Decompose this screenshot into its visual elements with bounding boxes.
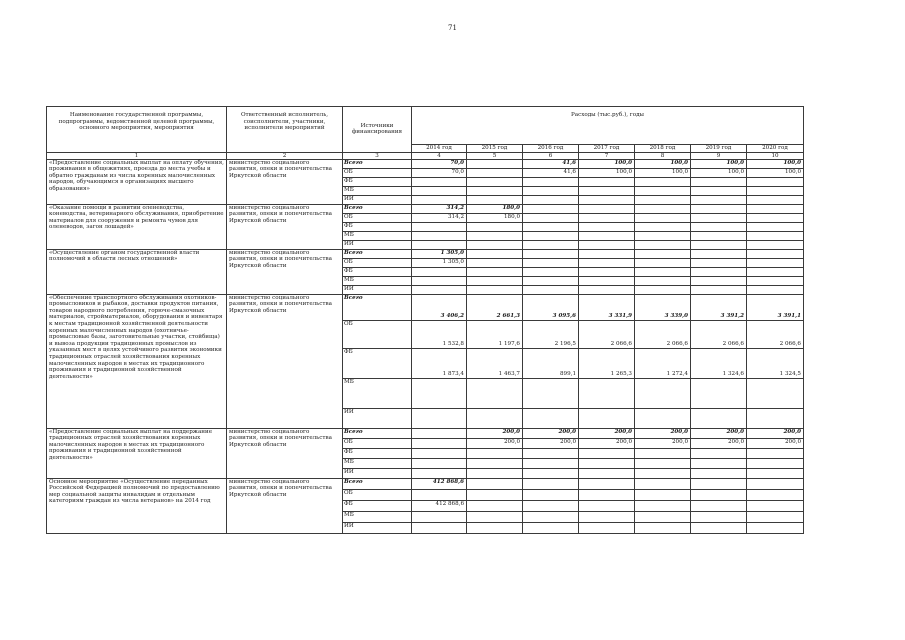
- amount-cell: [467, 186, 523, 195]
- amount-cell: [467, 489, 523, 500]
- amount-cell: [691, 222, 747, 231]
- amount-cell: [635, 204, 691, 213]
- funding-source-cell: ИИ: [343, 522, 412, 533]
- amount-cell: [691, 195, 747, 204]
- funding-source-cell: ОБ: [343, 168, 412, 177]
- amount-cell: 314,2: [412, 204, 467, 213]
- funding-source-cell: Всего: [343, 249, 412, 258]
- amount-cell: [579, 511, 635, 522]
- amount-cell: [467, 195, 523, 204]
- amount-cell: 3 391,2: [691, 294, 747, 320]
- funding-source-cell: ИИ: [343, 285, 412, 294]
- amount-cell: [579, 195, 635, 204]
- amount-cell: 200,0: [467, 438, 523, 448]
- amount-cell: 100,0: [579, 159, 635, 168]
- amount-cell: 200,0: [747, 438, 804, 448]
- amount-cell: 1 463,7: [467, 348, 523, 378]
- amount-cell: [412, 522, 467, 533]
- amount-cell: [747, 458, 804, 468]
- amount-cell: [635, 489, 691, 500]
- funding-source-cell: Всего: [343, 428, 412, 438]
- amount-cell: [747, 204, 804, 213]
- amount-cell: [467, 249, 523, 258]
- measure-name-cell: Основное мероприятие «Осуществление переданных Российской Федерацией полномочий по предоставлению мер социальной защиты инвалидам и отдельным категориям граждан из числа ветеранов» на 2014 год: [47, 478, 227, 533]
- column-number: 5: [467, 152, 523, 159]
- amount-cell: [412, 489, 467, 500]
- amount-cell: 180,0: [467, 213, 523, 222]
- amount-cell: [523, 213, 579, 222]
- amount-cell: [579, 522, 635, 533]
- amount-cell: [691, 468, 747, 478]
- amount-cell: [691, 500, 747, 511]
- executor-cell: министерство социального развития, опеки и попечительства Иркутской области: [227, 428, 343, 478]
- amount-cell: [747, 489, 804, 500]
- amount-cell: 3 095,6: [523, 294, 579, 320]
- amount-cell: [523, 186, 579, 195]
- amount-cell: [412, 468, 467, 478]
- amount-cell: 100,0: [691, 168, 747, 177]
- amount-cell: 100,0: [747, 168, 804, 177]
- amount-cell: [523, 285, 579, 294]
- amount-cell: [747, 231, 804, 240]
- amount-cell: 1 532,8: [412, 320, 467, 348]
- amount-cell: [747, 478, 804, 489]
- amount-cell: [523, 249, 579, 258]
- funding-source-cell: ОБ: [343, 258, 412, 267]
- funding-source-cell: ФБ: [343, 177, 412, 186]
- amount-cell: 2 066,6: [579, 320, 635, 348]
- amount-cell: [691, 258, 747, 267]
- amount-cell: 1 305,0: [412, 249, 467, 258]
- amount-cell: [635, 195, 691, 204]
- amount-cell: [523, 267, 579, 276]
- funding-source-cell: МБ: [343, 276, 412, 285]
- funding-source-cell: ОБ: [343, 438, 412, 448]
- column-number-row: [47, 152, 804, 159]
- funding-source-cell: ИИ: [343, 240, 412, 249]
- amount-cell: 1 324,5: [747, 348, 804, 378]
- amount-cell: [467, 468, 523, 478]
- amount-cell: [523, 276, 579, 285]
- column-number: 2: [227, 152, 343, 159]
- amount-cell: [691, 489, 747, 500]
- amount-cell: [691, 408, 747, 428]
- amount-cell: [635, 448, 691, 458]
- amount-cell: 100,0: [691, 159, 747, 168]
- amount-cell: [412, 428, 467, 438]
- amount-cell: [635, 213, 691, 222]
- amount-cell: [467, 177, 523, 186]
- table-row: [47, 428, 804, 438]
- amount-cell: [747, 500, 804, 511]
- executor-cell: министерство социального развития, опеки и попечительства Иркутской области: [227, 159, 343, 204]
- amount-cell: [635, 408, 691, 428]
- table-row: [47, 294, 804, 320]
- amount-cell: [635, 378, 691, 408]
- amount-cell: [467, 285, 523, 294]
- amount-cell: [579, 468, 635, 478]
- amount-cell: [691, 478, 747, 489]
- funding-source-cell: МБ: [343, 231, 412, 240]
- amount-cell: [635, 249, 691, 258]
- amount-cell: [467, 458, 523, 468]
- column-number: 9: [691, 152, 747, 159]
- amount-cell: [635, 478, 691, 489]
- amount-cell: 41,6: [523, 168, 579, 177]
- amount-cell: [523, 231, 579, 240]
- column-number: 10: [747, 152, 804, 159]
- amount-cell: [635, 222, 691, 231]
- amount-cell: [579, 258, 635, 267]
- amount-cell: 3 331,9: [579, 294, 635, 320]
- funding-source-cell: ФБ: [343, 448, 412, 458]
- amount-cell: [412, 195, 467, 204]
- amount-cell: [691, 249, 747, 258]
- amount-cell: 100,0: [747, 159, 804, 168]
- measure-name-cell: «Предоставление социальных выплат на оплату обучения, проживания в общежитиях, проезда до места учебы и обратно гражданам из числа коренных малочисленных народов, обучающимся в организациях высшего образования»: [47, 159, 227, 204]
- amount-cell: [467, 159, 523, 168]
- funding-source-cell: ОБ: [343, 213, 412, 222]
- amount-cell: [747, 258, 804, 267]
- column-number: 1: [47, 152, 227, 159]
- amount-cell: [579, 231, 635, 240]
- amount-cell: [691, 378, 747, 408]
- amount-cell: [691, 186, 747, 195]
- amount-cell: [467, 168, 523, 177]
- amount-cell: [523, 378, 579, 408]
- amount-cell: [523, 408, 579, 428]
- amount-cell: [412, 511, 467, 522]
- amount-cell: [635, 231, 691, 240]
- column-number: 6: [523, 152, 579, 159]
- amount-cell: 1 324,6: [691, 348, 747, 378]
- amount-cell: [412, 408, 467, 428]
- amount-cell: [579, 489, 635, 500]
- measure-name-cell: «Предоставление социальных выплат на поддержание традиционных отраслей хозяйствования коренных малочисленных народов в местах их традиционного проживания и традиционной хозяйственной деятельности»: [47, 428, 227, 478]
- amount-cell: 200,0: [635, 428, 691, 438]
- amount-cell: [747, 222, 804, 231]
- amount-cell: [691, 522, 747, 533]
- amount-cell: 2 196,5: [523, 320, 579, 348]
- amount-cell: 412 868,6: [412, 500, 467, 511]
- amount-cell: 70,0: [412, 159, 467, 168]
- amount-cell: [412, 458, 467, 468]
- amount-cell: [523, 204, 579, 213]
- amount-cell: [747, 213, 804, 222]
- table-row: [47, 159, 804, 168]
- funding-source-cell: ИИ: [343, 468, 412, 478]
- funding-source-cell: ФБ: [343, 348, 412, 378]
- page-number: 71: [448, 24, 457, 32]
- amount-cell: [467, 522, 523, 533]
- measure-name-cell: «Осуществление органом государственной власти полномочий в области лесных отношений»: [47, 249, 227, 294]
- column-number: 7: [579, 152, 635, 159]
- amount-cell: [412, 186, 467, 195]
- amount-cell: [635, 468, 691, 478]
- amount-cell: [579, 448, 635, 458]
- funding-source-cell: МБ: [343, 458, 412, 468]
- amount-cell: [747, 468, 804, 478]
- amount-cell: [579, 478, 635, 489]
- amount-cell: [412, 240, 467, 249]
- funding-source-cell: ФБ: [343, 500, 412, 511]
- amount-cell: 200,0: [691, 438, 747, 448]
- executor-cell: министерство социального развития, опеки и попечительства Иркутской области: [227, 204, 343, 249]
- header-name: Наименование государственной программы, подпрограммы, ведомственной целевой программы, основного мероприятия, мероприятия: [47, 107, 227, 153]
- amount-cell: [523, 522, 579, 533]
- amount-cell: [412, 378, 467, 408]
- header-year: 2019 год: [691, 145, 747, 153]
- column-number: 3: [343, 152, 412, 159]
- amount-cell: [691, 285, 747, 294]
- amount-cell: [467, 267, 523, 276]
- measure-name-cell: «Оказание помощи в развитии оленеводства, коневодства, ветеринарного обслуживания, приобретение материалов для сооружения и ремонта чумов для оленеводов, загон лошадей»: [47, 204, 227, 249]
- amount-cell: [579, 408, 635, 428]
- amount-cell: [691, 448, 747, 458]
- amount-cell: [579, 249, 635, 258]
- amount-cell: [467, 378, 523, 408]
- header-year: 2018 год: [635, 145, 691, 153]
- header-year: 2016 год: [523, 145, 579, 153]
- amount-cell: [635, 285, 691, 294]
- funding-source-cell: ИИ: [343, 195, 412, 204]
- amount-cell: 200,0: [579, 428, 635, 438]
- amount-cell: [635, 267, 691, 276]
- amount-cell: [412, 438, 467, 448]
- amount-cell: 3 339,0: [635, 294, 691, 320]
- amount-cell: 314,2: [412, 213, 467, 222]
- amount-cell: [467, 511, 523, 522]
- table-row: [47, 478, 804, 489]
- amount-cell: [635, 458, 691, 468]
- header-source: Источники финансирования: [343, 107, 412, 153]
- amount-cell: [467, 276, 523, 285]
- amount-cell: [412, 276, 467, 285]
- amount-cell: [635, 177, 691, 186]
- funding-source-cell: ОБ: [343, 320, 412, 348]
- amount-cell: [467, 231, 523, 240]
- amount-cell: 200,0: [579, 438, 635, 448]
- amount-cell: [523, 240, 579, 249]
- executor-cell: министерство социального развития, опеки и попечительства Иркутской области: [227, 478, 343, 533]
- header-year: 2017 год: [579, 145, 635, 153]
- amount-cell: [691, 231, 747, 240]
- amount-cell: [747, 267, 804, 276]
- amount-cell: [691, 267, 747, 276]
- funding-source-cell: ФБ: [343, 222, 412, 231]
- budget-table: [46, 106, 804, 534]
- amount-cell: [691, 276, 747, 285]
- amount-cell: [579, 378, 635, 408]
- amount-cell: [412, 285, 467, 294]
- amount-cell: [467, 478, 523, 489]
- amount-cell: [635, 258, 691, 267]
- amount-cell: [412, 448, 467, 458]
- amount-cell: 2 066,6: [691, 320, 747, 348]
- amount-cell: [467, 500, 523, 511]
- amount-cell: [691, 240, 747, 249]
- amount-cell: [747, 285, 804, 294]
- amount-cell: [635, 276, 691, 285]
- funding-source-cell: Всего: [343, 294, 412, 320]
- amount-cell: [523, 195, 579, 204]
- amount-cell: 200,0: [691, 428, 747, 438]
- amount-cell: 1 305,0: [412, 258, 467, 267]
- amount-cell: [412, 231, 467, 240]
- amount-cell: [579, 204, 635, 213]
- column-number: 8: [635, 152, 691, 159]
- funding-source-cell: МБ: [343, 378, 412, 408]
- amount-cell: [467, 448, 523, 458]
- amount-cell: [523, 258, 579, 267]
- amount-cell: [747, 177, 804, 186]
- amount-cell: [523, 222, 579, 231]
- amount-cell: 200,0: [523, 438, 579, 448]
- amount-cell: [691, 213, 747, 222]
- amount-cell: [523, 458, 579, 468]
- amount-cell: 180,0: [467, 204, 523, 213]
- amount-cell: 3 391,1: [747, 294, 804, 320]
- amount-cell: [467, 258, 523, 267]
- amount-cell: [747, 522, 804, 533]
- amount-cell: 1 197,6: [467, 320, 523, 348]
- amount-cell: [523, 468, 579, 478]
- amount-cell: [691, 458, 747, 468]
- amount-cell: [635, 500, 691, 511]
- amount-cell: [579, 285, 635, 294]
- header-executor: Ответственный исполнитель, соисполнители, участники, исполнители мероприятий: [227, 107, 343, 153]
- funding-source-cell: Всего: [343, 159, 412, 168]
- table-row: [47, 249, 804, 258]
- amount-cell: 2 661,3: [467, 294, 523, 320]
- amount-cell: [635, 511, 691, 522]
- amount-cell: [579, 186, 635, 195]
- amount-cell: [579, 222, 635, 231]
- funding-source-cell: ФБ: [343, 267, 412, 276]
- amount-cell: [467, 240, 523, 249]
- amount-cell: [523, 500, 579, 511]
- amount-cell: [523, 478, 579, 489]
- amount-cell: [467, 408, 523, 428]
- amount-cell: [579, 500, 635, 511]
- amount-cell: [747, 195, 804, 204]
- funding-source-cell: МБ: [343, 511, 412, 522]
- amount-cell: [579, 267, 635, 276]
- amount-cell: 200,0: [467, 428, 523, 438]
- amount-cell: 100,0: [579, 168, 635, 177]
- amount-cell: [523, 511, 579, 522]
- amount-cell: [747, 408, 804, 428]
- amount-cell: [635, 240, 691, 249]
- amount-cell: [691, 511, 747, 522]
- amount-cell: [747, 378, 804, 408]
- funding-source-cell: МБ: [343, 186, 412, 195]
- amount-cell: [691, 177, 747, 186]
- funding-source-cell: Всего: [343, 478, 412, 489]
- amount-cell: [579, 213, 635, 222]
- table-body: [47, 159, 804, 533]
- amount-cell: 1 873,4: [412, 348, 467, 378]
- amount-cell: [412, 177, 467, 186]
- amount-cell: 899,1: [523, 348, 579, 378]
- funding-source-cell: Всего: [343, 204, 412, 213]
- amount-cell: [412, 222, 467, 231]
- amount-cell: [579, 177, 635, 186]
- funding-source-cell: ИИ: [343, 408, 412, 428]
- amount-cell: [635, 522, 691, 533]
- amount-cell: [747, 511, 804, 522]
- amount-cell: [691, 204, 747, 213]
- amount-cell: [579, 240, 635, 249]
- header-year: 2014 год: [412, 145, 467, 153]
- amount-cell: [467, 222, 523, 231]
- column-number: 4: [412, 152, 467, 159]
- amount-cell: 1 272,4: [635, 348, 691, 378]
- amount-cell: 2 066,6: [747, 320, 804, 348]
- funding-source-cell: ОБ: [343, 489, 412, 500]
- amount-cell: 200,0: [523, 428, 579, 438]
- amount-cell: 200,0: [635, 438, 691, 448]
- header-expenses: Расходы (тыс.руб.), годы: [412, 107, 804, 145]
- amount-cell: 100,0: [635, 168, 691, 177]
- executor-cell: министерство социального развития, опеки и попечительства Иркутской области: [227, 294, 343, 428]
- amount-cell: [523, 448, 579, 458]
- amount-cell: 1 265,3: [579, 348, 635, 378]
- amount-cell: [523, 177, 579, 186]
- amount-cell: [747, 276, 804, 285]
- header-year: 2015 год: [467, 145, 523, 153]
- amount-cell: 412 868,6: [412, 478, 467, 489]
- amount-cell: 41,6: [523, 159, 579, 168]
- amount-cell: 3 406,2: [412, 294, 467, 320]
- amount-cell: [747, 249, 804, 258]
- amount-cell: [747, 186, 804, 195]
- amount-cell: [747, 448, 804, 458]
- header-year: 2020 год: [747, 145, 804, 153]
- amount-cell: [579, 276, 635, 285]
- amount-cell: [635, 186, 691, 195]
- amount-cell: 2 066,6: [635, 320, 691, 348]
- amount-cell: [579, 458, 635, 468]
- amount-cell: 100,0: [635, 159, 691, 168]
- amount-cell: 70,0: [412, 168, 467, 177]
- measure-name-cell: «Обеспечение транспортного обслуживания охотников-промысловиков и рыбаков, доставки продуктов питания, товаров народного потребления, горюче-смазочных материалов, стройматериалов, оборудования и инвентаря к местам традиционной хозяйственной деятельности коренных малочисленных народов (охотничье-промысловые базы, заготовительные участки, стойбища) и вывоза продукции традиционных промыслов из указанных мест в целях устойчивого развития экономики традиционных отраслей хозяйствования коренных малочисленных народов в местах их традиционного проживания и традиционной хозяйственной деятельности»: [47, 294, 227, 428]
- table-row: [47, 204, 804, 213]
- amount-cell: [412, 267, 467, 276]
- amount-cell: 200,0: [747, 428, 804, 438]
- executor-cell: министерство социального развития, опеки и попечительства Иркутской области: [227, 249, 343, 294]
- amount-cell: [747, 240, 804, 249]
- amount-cell: [523, 489, 579, 500]
